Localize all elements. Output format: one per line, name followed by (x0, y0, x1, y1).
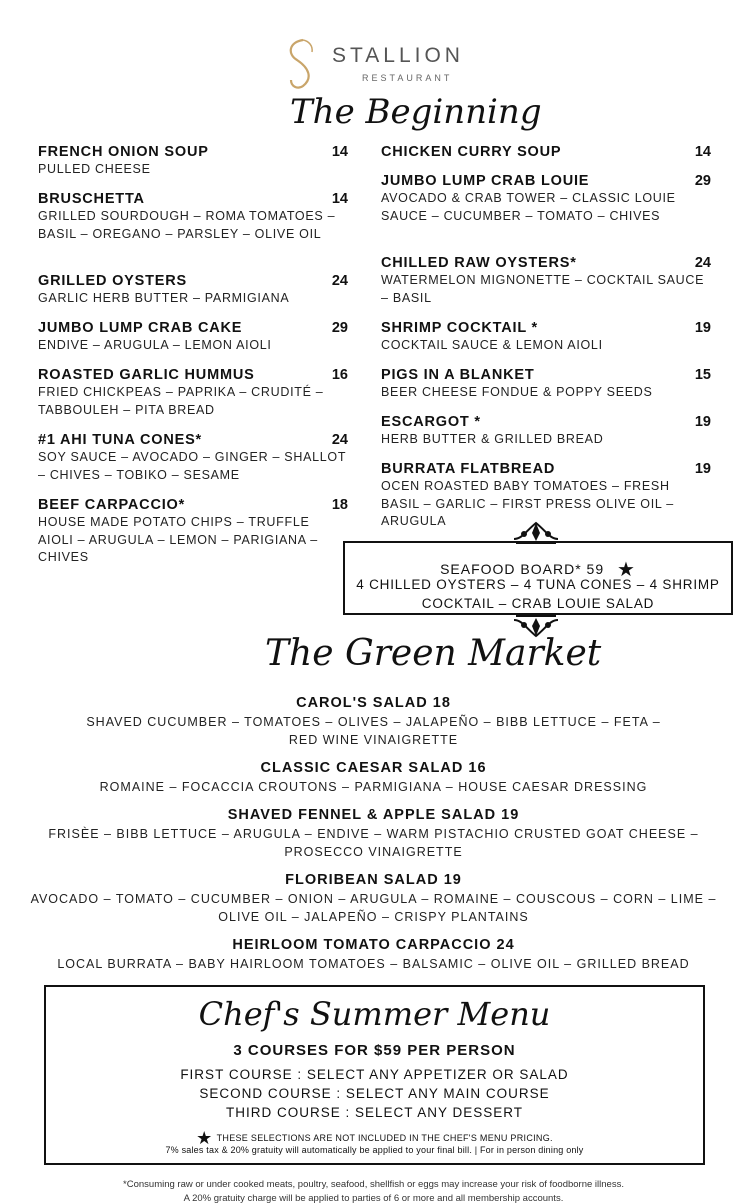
section-title-chef-menu: Chef's Summer Menu (198, 995, 551, 1033)
seafood-board-description: 4 CHILLED OYSTERS – 4 TUNA CONES – 4 SHRIMP COCKTAIL – CRAB LOUIE SALAD (356, 577, 720, 611)
item-name: ROASTED GARLIC HUMMUS (38, 367, 255, 383)
seafood-board-name: SEAFOOD BOARD* 59 (440, 561, 605, 577)
item-description: WATERMELON MIGNONETTE – COCKTAIL SAUCE – BASIL (381, 273, 705, 305)
item-name: BRUSCHETTA (38, 191, 145, 207)
item-name: BURRATA FLATBREAD (381, 461, 556, 477)
salad-description: SHAVED CUCUMBER – TOMATOES – OLIVES – JALAPEÑO – BIBB LETTUCE – FETA – RED WINE VINAIGRETTE (86, 715, 661, 747)
menu-item (38, 496, 348, 578)
salad-description: AVOCADO – TOMATO – CUCUMBER – ONION – ARUGULA – ROMAINE – COUSCOUS – CORN – LIME – OLIVE OIL – JALAPEÑO – CRISPY PLANTAINS (30, 892, 717, 924)
salad-item (20, 805, 727, 861)
item-name: PIGS IN A BLANKET (381, 367, 535, 383)
brand-subtitle: RESTAURANT (362, 73, 453, 83)
item-name: #1 AHI TUNA CONES* (38, 432, 202, 448)
item-description: GRILLED SOURDOUGH – ROMA TOMATOES – BASIL – OREGANO – PARSLEY – OLIVE OIL (38, 209, 336, 241)
salad-name: CAROL'S SALAD 18 (296, 695, 451, 711)
item-name: SHRIMP COCKTAIL * (381, 320, 538, 336)
item-description: GARLIC HERB BUTTER – PARMIGIANA (38, 291, 290, 305)
salad-description: LOCAL BURRATA – BABY HAIRLOOM TOMATOES – BALSAMIC – OLIVE OIL – GRILLED BREAD (57, 957, 690, 971)
item-price: 14 (694, 144, 711, 160)
salad-name: FLORIBEAN SALAD 19 (285, 872, 462, 888)
item-price: 15 (694, 367, 711, 383)
star-icon: ★ (196, 1128, 213, 1148)
menu-item (381, 143, 711, 172)
item-description: HERB BUTTER & GRILLED BREAD (381, 432, 604, 446)
menu-item (38, 143, 348, 190)
item-description: OCEN ROASTED BABY TOMATOES – FRESH BASIL – GARLIC – FIRST PRESS OLIVE OIL – ARUGULA (381, 479, 674, 528)
item-description: PULLED CHEESE (38, 162, 151, 176)
menu-item (381, 254, 711, 319)
menu-item (38, 190, 348, 272)
menu-item (381, 413, 711, 460)
item-description: SOY SAUCE – AVOCADO – GINGER – SHALLOT – CHIVES – TOBIKO – SESAME (38, 450, 346, 482)
item-price: 16 (331, 367, 348, 383)
chef-summer-menu-box (44, 985, 705, 1165)
menu-item (381, 366, 711, 413)
item-name: ESCARGOT * (381, 414, 481, 430)
menu-item (381, 172, 711, 254)
item-price: 24 (331, 273, 348, 289)
footer-gratuity: A 20% gratuity charge will be applied to parties of 6 or more and all membership accounts. (183, 1193, 564, 1204)
chef-menu-price: 3 COURSES FOR $59 PER PERSON (233, 1042, 516, 1059)
item-price: 19 (694, 320, 711, 336)
item-price: 14 (331, 144, 348, 160)
brand-name: STALLION (332, 44, 464, 67)
menu-item (38, 319, 348, 366)
stallion-logo-icon (285, 38, 319, 90)
item-price: 24 (694, 255, 711, 271)
appetizers-left-column (38, 143, 348, 578)
section-title-beginning: The Beginning (290, 92, 542, 132)
item-name: JUMBO LUMP CRAB CAKE (38, 320, 243, 336)
item-description: HOUSE MADE POTATO CHIPS – TRUFFLE AIOLI – ARUGULA – LEMON – PARIGIANA – CHIVES (38, 515, 318, 564)
salad-item (20, 935, 727, 973)
seafood-board-box (343, 541, 733, 615)
second-course: SECOND COURSE : SELECT ANY MAIN COURSE (199, 1086, 550, 1101)
item-price: 29 (694, 173, 711, 189)
item-name: CHILLED RAW OYSTERS* (381, 255, 577, 271)
item-description: AVOCADO & CRAB TOWER – CLASSIC LOUIE SAUCE – CUCUMBER – TOMATO – CHIVES (381, 191, 676, 223)
item-description: ENDIVE – ARUGULA – LEMON AIOLI (38, 338, 272, 352)
item-price: 19 (694, 461, 711, 477)
star-icon: ★ (617, 559, 636, 581)
item-description: FRIED CHICKPEAS – PAPRIKA – CRUDITÉ – TABBOULEH – PITA BREAD (38, 385, 324, 417)
item-price: 19 (694, 414, 711, 430)
salad-item (20, 693, 727, 749)
note-text: THESE SELECTIONS ARE NOT INCLUDED IN THE CHEF'S MENU PRICING. (216, 1133, 553, 1143)
item-name: FRENCH ONION SOUP (38, 144, 209, 160)
salad-name: CLASSIC CAESAR SALAD 16 (260, 760, 487, 776)
item-name: GRILLED OYSTERS (38, 273, 187, 289)
salad-name: SHAVED FENNEL & APPLE SALAD 19 (227, 807, 520, 823)
salad-item (20, 870, 727, 926)
menu-item (38, 272, 348, 319)
appetizers-right-column (381, 143, 711, 531)
item-price: 24 (331, 432, 348, 448)
item-description: COCKTAIL SAUCE & LEMON AIOLI (381, 338, 603, 352)
salad-description: ROMAINE – FOCACCIA CROUTONS – PARMIGIANA – HOUSE CAESAR DRESSING (99, 780, 648, 794)
salad-name: HEIRLOOM TOMATO CARPACCIO 24 (232, 937, 515, 953)
item-description: BEER CHEESE FONDUE & POPPY SEEDS (381, 385, 653, 399)
salads-list (20, 693, 727, 982)
menu-item (38, 431, 348, 496)
item-name: JUMBO LUMP CRAB LOUIE (381, 173, 590, 189)
section-title-green-market: The Green Market (265, 633, 602, 674)
menu-item (381, 319, 711, 366)
item-name: BEEF CARPACCIO* (38, 497, 186, 513)
menu-item (38, 366, 348, 431)
first-course: FIRST COURSE : SELECT ANY APPETIZER OR SALAD (180, 1067, 569, 1082)
tax-gratuity-note: 7% sales tax & 20% gratuity will automatically be applied to your final bill. | For in person dining only (165, 1145, 584, 1155)
item-name: CHICKEN CURRY SOUP (381, 144, 562, 160)
salad-description: FRISÈE – BIBB LETTUCE – ARUGULA – ENDIVE – WARM PISTACHIO CRUSTED GOAT CHEESE – PROSECCO VINAIGRETTE (48, 827, 699, 859)
item-price: 18 (331, 497, 348, 513)
salad-item (20, 758, 727, 796)
footer-disclaimer: *Consuming raw or under cooked meats, poultry, seafood, shellfish or eggs may increase your risk of foodborne illness. (123, 1179, 624, 1190)
third-course: THIRD COURSE : SELECT ANY DESSERT (225, 1105, 524, 1120)
item-price: 14 (331, 191, 348, 207)
item-price: 29 (331, 320, 348, 336)
